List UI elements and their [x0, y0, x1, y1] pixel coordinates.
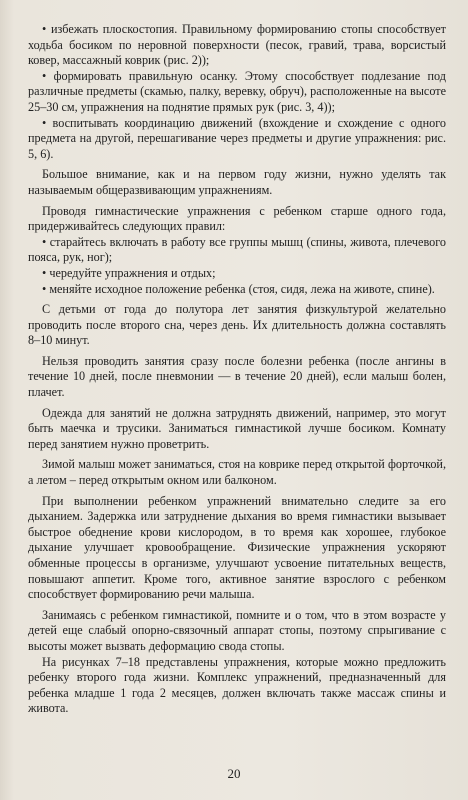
paragraph-foot: Занимаясь с ребенком гимнастикой, помните и о том, что в этом возрасте у детей еще слабый опорно-связочный аппарат стопы, поэтому спрыгивание с высоты может вызвать деформацию свода стопы.: [28, 607, 446, 653]
body-text: [28, 22, 446, 717]
paragraph-clothing: Одежда для занятий не должна затруднять движений, например, это могут быть маечка и трусики. Заниматься гимнастикой лучше босиком. Комнату перед занятием нужно проветрить.: [28, 405, 446, 451]
paragraph-winter: Зимой малыш может заниматься, стоя на коврике перед открытой форточкой, а летом – перед открытым окном или балконом.: [28, 457, 446, 488]
bullet-position: • меняйте исходное положение ребенка (стоя, сидя, лежа на животе, спине).: [42, 281, 435, 296]
paragraph-rules-intro: Проводя гимнастические упражнения с ребенком старше одного года, придерживайтесь следующих правил:: [28, 203, 446, 234]
paragraph-breathing: При выполнении ребенком упражнений внимательно следите за его дыханием. Задержка или затруднение дыхания во время гимнастики вызывает быстрое обеднение крови кислородом, в то время как хорошее, глубокое дыхание улучшает кровообращение. Физические упражнения ускоряют обменные процессы в организме, улучшают усвоение питательных веществ, повышают аппетит. Кроме того, активное занятие взрослого с ребенком способствует формированию речи малыша.: [28, 493, 446, 602]
paragraph-illness: Нельзя проводить занятия сразу после болезни ребенка (после ангины в течение 10 дней, после пневмонии — в течение 20 дней), если малыш болен, плачет.: [28, 353, 446, 400]
bullet-alternate: • чередуйте упражнения и отдых;: [42, 265, 216, 280]
paragraph-general-exercises: Большое внимание, как и на первом году жизни, нужно уделять так называемым общеразвивающим упражнениям.: [28, 167, 446, 197]
bullet-flatfoot: • избежать плоскостопия. Правильному формированию стопы способствует ходьба босиком по неровной поверхности (песок, гравий, трава, ворсистый ковер, массажный коврик (рис. 2));: [28, 22, 446, 68]
bullet-coordination: • воспитывать координацию движений (вхождение и схождение с одного предмета на другой, перешагивание через предметы и другие упражнения: рис. 5, 6).: [28, 115, 446, 161]
page-number: 20: [227, 766, 241, 781]
paragraph-schedule: С детьми от года до полутора лет занятия физкультурой желательно проводить после второго сна, через день. Их длительность должна составлять 8–10 минут.: [28, 302, 446, 348]
bullet-posture: • формировать правильную осанку. Этому способствует подлезание под различные предметы (скамью, палку, веревку, обруч), расположенные на высоте 25–30 см, упражнения на поднятие прямых рук (рис. 3, 4));: [28, 68, 446, 114]
bullet-muscle-groups: • старайтесь включать в работу все группы мышц (спины, живота, плечевого пояса, рук, ног);: [28, 234, 446, 265]
paragraph-figures: На рисунках 7–18 представлены упражнения, которые можно предложить ребенку второго года жизни. Комплекс упражнений, предназначенный для ребенка младше 1 года 2 месяцев, должен включать также массаж спины и живота.: [28, 654, 446, 716]
